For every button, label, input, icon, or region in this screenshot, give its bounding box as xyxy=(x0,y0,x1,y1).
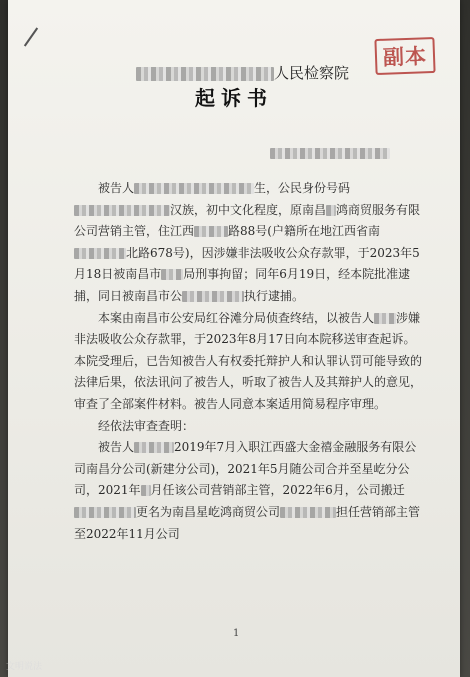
redacted-text xyxy=(182,291,244,302)
redacted-text xyxy=(280,507,336,518)
redacted-text xyxy=(74,507,136,518)
document-body xyxy=(74,178,424,545)
indictment-page xyxy=(8,0,460,677)
text-run: 月任该公司营销部主管，2022年6月，公司搬迁 xyxy=(150,483,405,498)
text-run: 担任营销部主管至2022年11月公司 xyxy=(74,504,421,541)
redacted-text xyxy=(141,485,151,496)
document-title: 起诉书 xyxy=(195,86,273,110)
redacted-name xyxy=(374,313,396,324)
text-run: 本案由南昌市公安局红谷滩分局侦查终结，以被告人 xyxy=(98,310,375,325)
text-run: 汉族，初中文化程度，原南昌 xyxy=(170,202,327,217)
redacted-text xyxy=(326,205,336,216)
text-run: 被告人 xyxy=(98,181,135,195)
text-run: 生，公民身份号码 xyxy=(254,181,351,195)
text-run: 执行逮捕。 xyxy=(244,288,305,303)
text-run: 更名为南昌星屹鸿商贸公司 xyxy=(136,504,281,519)
text-run: 路88号(户籍所在地江西省南 xyxy=(228,224,380,239)
text-run: 2019年7月入职江西盛大金禧金融服务有限公司南昌分公司(新建分公司)，2021年5月随公司合并至星屹分公司，2021年 xyxy=(74,440,417,498)
pen-mark xyxy=(24,27,38,46)
procedure-paragraph xyxy=(74,308,424,416)
watermark: 文明说法 xyxy=(6,662,43,672)
issuer-line xyxy=(136,62,436,84)
findings-heading: 经依法审查查明： xyxy=(98,418,195,433)
text-run: 涉嫌非法吸收公众存款罪，于2023年8月17日向本院移送审查起诉。本院受理后，已告知被告人有权委托辩护人和认罪认罚可能导致的法律后果，依法讯问了被告人，听取了被告人及其辩护人的意见，审查了全部案件材料。被告人同意本案适用简易程序审理。 xyxy=(74,310,423,411)
page-number: 1 xyxy=(233,628,240,639)
redacted-address xyxy=(194,226,228,237)
redacted-address xyxy=(74,248,126,259)
text-run: 北路678号)，因涉嫌非法吸收公众存款罪，于2023年5月18日被南昌市 xyxy=(74,245,420,282)
text-run: 鸿商贸服务有限公司营销主管，住江西 xyxy=(74,202,421,239)
facts-paragraph xyxy=(74,437,424,545)
redacted-issuer-name xyxy=(136,67,274,81)
redacted-id-number xyxy=(74,205,170,216)
redacted-document-number xyxy=(270,148,390,159)
redacted-name xyxy=(134,442,174,453)
redacted-name xyxy=(134,183,254,194)
issuer-suffix: 人民检察院 xyxy=(274,64,350,82)
defendant-paragraph xyxy=(74,178,424,308)
copy-stamp-label: 副本 xyxy=(382,43,428,70)
text-run: 局刑事拘留；同年6月19日，经本院批准逮捕，同日被南昌市公 xyxy=(74,267,411,303)
text-run: 被告人 xyxy=(98,440,135,455)
redacted-text xyxy=(161,269,183,280)
